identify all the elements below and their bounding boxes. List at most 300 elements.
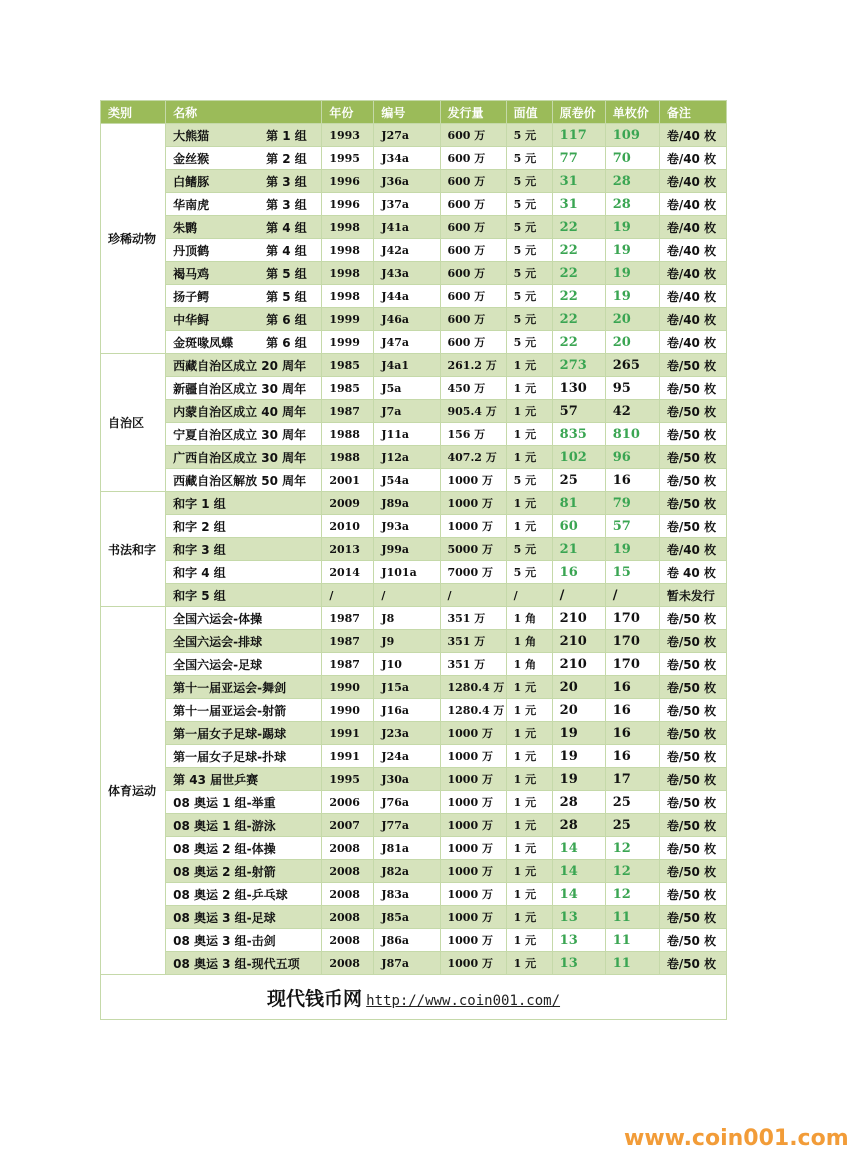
coin-name: 08 奥运 3 组-现代五项 (173, 956, 300, 971)
year-cell: 2009 (322, 492, 374, 515)
single-price-cell: 20 (605, 308, 659, 331)
roll-price-cell: 22 (552, 331, 605, 354)
coin-name: 08 奥运 2 组-体操 (173, 841, 276, 856)
coin-name-cell (166, 124, 322, 147)
table-row (101, 446, 727, 469)
header-row (101, 101, 727, 124)
issue-cell: 600 万 (440, 124, 506, 147)
header-single-price: 单枚价 (605, 101, 659, 124)
face-value-cell: 1 元 (506, 883, 552, 906)
year-cell: 1987 (322, 400, 374, 423)
single-price-cell: 16 (605, 699, 659, 722)
code-cell: J89a (374, 492, 440, 515)
single-price-cell: 25 (605, 814, 659, 837)
note-cell: 卷/50 枚 (659, 423, 726, 446)
roll-price-cell: 210 (552, 653, 605, 676)
issue-cell: 1280.4 万 (440, 699, 506, 722)
note-cell: 卷/50 枚 (659, 791, 726, 814)
coin-name: 白鳍豚 (173, 174, 210, 189)
face-value-cell: 1 角 (506, 607, 552, 630)
roll-price-cell: 117 (552, 124, 605, 147)
coin-name-cell (166, 883, 322, 906)
table-row (101, 193, 727, 216)
table-row (101, 929, 727, 952)
table-row (101, 837, 727, 860)
coin-name-cell (166, 561, 322, 584)
issue-cell: / (440, 584, 506, 607)
single-price-cell: 28 (605, 193, 659, 216)
face-value-cell: 1 元 (506, 906, 552, 929)
coin-name: 和字 5 组 (173, 588, 226, 603)
single-price-cell: 170 (605, 653, 659, 676)
roll-price-cell: 28 (552, 814, 605, 837)
code-cell: J27a (374, 124, 440, 147)
coin-name: 广西自治区成立 30 周年 (173, 450, 307, 465)
table-row (101, 676, 727, 699)
face-value-cell: 1 元 (506, 377, 552, 400)
coin-name-cell (166, 515, 322, 538)
face-value-cell: 1 元 (506, 354, 552, 377)
code-cell: J30a (374, 768, 440, 791)
single-price-cell: 12 (605, 883, 659, 906)
coin-name-cell (166, 929, 322, 952)
note-cell: 卷/40 枚 (659, 331, 726, 354)
code-cell: J7a (374, 400, 440, 423)
single-price-cell: 11 (605, 952, 659, 975)
coin-name: 金斑喙凤蝶 (173, 335, 234, 350)
category-cell: 自治区 (101, 354, 166, 492)
note-cell: 卷/50 枚 (659, 377, 726, 400)
single-price-cell: 70 (605, 147, 659, 170)
coin-name: 08 奥运 2 组-射箭 (173, 864, 276, 879)
coin-name-cell (166, 492, 322, 515)
single-price-cell: 28 (605, 170, 659, 193)
year-cell: / (322, 584, 374, 607)
coin-name: 大熊猫 (173, 128, 210, 143)
table-row (101, 423, 727, 446)
note-cell: 卷/50 枚 (659, 883, 726, 906)
coin-name: 丹顶鹤 (173, 243, 210, 258)
face-value-cell: / (506, 584, 552, 607)
roll-price-cell: 22 (552, 216, 605, 239)
note-cell: 卷/50 枚 (659, 469, 726, 492)
single-price-cell: 170 (605, 607, 659, 630)
note-cell: 卷/40 枚 (659, 124, 726, 147)
issue-cell: 407.2 万 (440, 446, 506, 469)
note-cell: 卷/40 枚 (659, 193, 726, 216)
roll-price-cell: 130 (552, 377, 605, 400)
coin-name-cell (166, 308, 322, 331)
note-cell: 卷 40 枚 (659, 561, 726, 584)
coin-name-cell (166, 423, 322, 446)
issue-cell: 600 万 (440, 216, 506, 239)
single-price-cell: 265 (605, 354, 659, 377)
face-value-cell: 1 元 (506, 446, 552, 469)
code-cell: J5a (374, 377, 440, 400)
issue-cell: 1000 万 (440, 492, 506, 515)
roll-price-cell: 28 (552, 791, 605, 814)
face-value-cell: 1 元 (506, 768, 552, 791)
coin-name-cell (166, 193, 322, 216)
table-row (101, 170, 727, 193)
year-cell: 1985 (322, 354, 374, 377)
note-cell: 卷/40 枚 (659, 147, 726, 170)
table-row (101, 216, 727, 239)
note-cell: 卷/50 枚 (659, 768, 726, 791)
issue-cell: 5000 万 (440, 538, 506, 561)
issue-cell: 600 万 (440, 193, 506, 216)
single-price-cell: 11 (605, 906, 659, 929)
code-cell: J44a (374, 285, 440, 308)
face-value-cell: 1 元 (506, 699, 552, 722)
year-cell: 1990 (322, 676, 374, 699)
coin-name-cell (166, 607, 322, 630)
coin-name-cell (166, 538, 322, 561)
note-cell: 卷/50 枚 (659, 814, 726, 837)
issue-cell: 600 万 (440, 262, 506, 285)
issue-cell: 1000 万 (440, 814, 506, 837)
coin-name-cell (166, 170, 322, 193)
coin-name-cell (166, 906, 322, 929)
code-cell: J54a (374, 469, 440, 492)
year-cell: 1985 (322, 377, 374, 400)
issue-cell: 600 万 (440, 285, 506, 308)
code-cell: J8 (374, 607, 440, 630)
single-price-cell: 20 (605, 331, 659, 354)
code-cell: J86a (374, 929, 440, 952)
year-cell: 1998 (322, 239, 374, 262)
code-cell: J24a (374, 745, 440, 768)
code-cell: J47a (374, 331, 440, 354)
roll-price-cell: 14 (552, 883, 605, 906)
coin-name: 宁夏自治区成立 30 周年 (173, 427, 307, 442)
table-row (101, 768, 727, 791)
roll-price-cell: 13 (552, 952, 605, 975)
table-row (101, 285, 727, 308)
code-cell: J87a (374, 952, 440, 975)
face-value-cell: 5 元 (506, 469, 552, 492)
coin-name: 褐马鸡 (173, 266, 210, 281)
year-cell: 1991 (322, 745, 374, 768)
single-price-cell: 12 (605, 837, 659, 860)
note-cell: 卷/40 枚 (659, 262, 726, 285)
code-cell: J83a (374, 883, 440, 906)
issue-cell: 600 万 (440, 308, 506, 331)
roll-price-cell: 25 (552, 469, 605, 492)
roll-price-cell: 22 (552, 239, 605, 262)
coin-name: 和字 3 组 (173, 542, 226, 557)
single-price-cell: 19 (605, 239, 659, 262)
table-row (101, 814, 727, 837)
code-cell: J101a (374, 561, 440, 584)
note-cell: 卷/40 枚 (659, 285, 726, 308)
face-value-cell: 1 元 (506, 860, 552, 883)
header-issue: 发行量 (440, 101, 506, 124)
coin-name: 和字 1 组 (173, 496, 226, 511)
code-cell: J82a (374, 860, 440, 883)
coin-group: 第 6 组 (266, 336, 307, 350)
roll-price-cell: 60 (552, 515, 605, 538)
note-cell: 卷/50 枚 (659, 492, 726, 515)
code-cell: J11a (374, 423, 440, 446)
code-cell: J93a (374, 515, 440, 538)
face-value-cell: 1 元 (506, 722, 552, 745)
note-cell: 卷/50 枚 (659, 354, 726, 377)
coin-group: 第 6 组 (266, 313, 307, 327)
issue-cell: 600 万 (440, 239, 506, 262)
code-cell: J9 (374, 630, 440, 653)
code-cell: J12a (374, 446, 440, 469)
face-value-cell: 5 元 (506, 124, 552, 147)
table-row (101, 883, 727, 906)
face-value-cell: 1 元 (506, 400, 552, 423)
issue-cell: 600 万 (440, 331, 506, 354)
coin-name: 08 奥运 2 组-乒乓球 (173, 887, 288, 902)
face-value-cell: 1 元 (506, 515, 552, 538)
issue-cell: 1000 万 (440, 722, 506, 745)
roll-price-cell: 13 (552, 929, 605, 952)
table-row (101, 860, 727, 883)
coin-name: 内蒙自治区成立 40 周年 (173, 404, 307, 419)
face-value-cell: 5 元 (506, 538, 552, 561)
category-cell: 珍稀动物 (101, 124, 166, 354)
single-price-cell: 96 (605, 446, 659, 469)
face-value-cell: 5 元 (506, 308, 552, 331)
table-row (101, 538, 727, 561)
face-value-cell: 5 元 (506, 239, 552, 262)
coin-name-cell (166, 400, 322, 423)
table-row (101, 262, 727, 285)
code-cell: J77a (374, 814, 440, 837)
code-cell: / (374, 584, 440, 607)
coin-name: 08 奥运 3 组-击剑 (173, 933, 276, 948)
code-cell: J15a (374, 676, 440, 699)
year-cell: 2008 (322, 883, 374, 906)
issue-cell: 1000 万 (440, 952, 506, 975)
face-value-cell: 1 元 (506, 423, 552, 446)
face-value-cell: 5 元 (506, 331, 552, 354)
note-cell: 卷/50 枚 (659, 446, 726, 469)
coin-name-cell (166, 676, 322, 699)
table-row (101, 653, 727, 676)
face-value-cell: 5 元 (506, 285, 552, 308)
site-title: 现代钱币网 (266, 987, 362, 1010)
coin-name-cell (166, 377, 322, 400)
coin-name: 和字 4 组 (173, 565, 226, 580)
year-cell: 1990 (322, 699, 374, 722)
face-value-cell: 1 角 (506, 630, 552, 653)
code-cell: J4a1 (374, 354, 440, 377)
category-cell: 书法和字 (101, 492, 166, 607)
coin-name-cell (166, 768, 322, 791)
note-cell: 卷/50 枚 (659, 952, 726, 975)
face-value-cell: 1 元 (506, 492, 552, 515)
note-cell: 卷/40 枚 (659, 538, 726, 561)
year-cell: 2013 (322, 538, 374, 561)
issue-cell: 1000 万 (440, 906, 506, 929)
single-price-cell: 95 (605, 377, 659, 400)
year-cell: 2006 (322, 791, 374, 814)
coin-name: 华南虎 (173, 197, 210, 212)
roll-price-cell: 81 (552, 492, 605, 515)
table-row (101, 239, 727, 262)
year-cell: 1988 (322, 446, 374, 469)
issue-cell: 1000 万 (440, 515, 506, 538)
note-cell: 卷/50 枚 (659, 745, 726, 768)
note-cell: 卷/50 枚 (659, 607, 726, 630)
table-row (101, 906, 727, 929)
table-row (101, 377, 727, 400)
year-cell: 1993 (322, 124, 374, 147)
single-price-cell: 42 (605, 400, 659, 423)
roll-price-cell: 13 (552, 906, 605, 929)
code-cell: J37a (374, 193, 440, 216)
coin-name-cell (166, 860, 322, 883)
year-cell: 1995 (322, 147, 374, 170)
coin-name-cell (166, 285, 322, 308)
year-cell: 2010 (322, 515, 374, 538)
coin-name: 第十一届亚运会-舞剑 (173, 680, 287, 695)
roll-price-cell: 19 (552, 745, 605, 768)
roll-price-cell: 22 (552, 285, 605, 308)
note-cell: 卷/50 枚 (659, 860, 726, 883)
roll-price-cell: 22 (552, 308, 605, 331)
single-price-cell: 16 (605, 745, 659, 768)
watermark-text: www.coin001.com (624, 1126, 849, 1151)
single-price-cell: 109 (605, 124, 659, 147)
year-cell: 2001 (322, 469, 374, 492)
year-cell: 1987 (322, 630, 374, 653)
single-price-cell: 170 (605, 630, 659, 653)
year-cell: 1996 (322, 193, 374, 216)
footer-cell (101, 975, 727, 1020)
issue-cell: 1000 万 (440, 791, 506, 814)
roll-price-cell: 14 (552, 860, 605, 883)
header-roll-price: 原卷价 (552, 101, 605, 124)
single-price-cell: 16 (605, 722, 659, 745)
single-price-cell: 15 (605, 561, 659, 584)
category-cell: 体育运动 (101, 607, 166, 975)
roll-price-cell: 210 (552, 607, 605, 630)
single-price-cell: 810 (605, 423, 659, 446)
table-row (101, 607, 727, 630)
table-row (101, 469, 727, 492)
header-face-value: 面值 (506, 101, 552, 124)
note-cell: 卷/50 枚 (659, 929, 726, 952)
coin-group: 第 4 组 (266, 244, 307, 258)
coin-name: 第十一届亚运会-射箭 (173, 703, 287, 718)
coin-name: 全国六运会-排球 (173, 634, 263, 649)
coin-group: 第 2 组 (266, 152, 307, 166)
coin-group: 第 3 组 (266, 198, 307, 212)
coin-name-cell (166, 147, 322, 170)
year-cell: 2008 (322, 860, 374, 883)
header-year: 年份 (322, 101, 374, 124)
issue-cell: 1000 万 (440, 860, 506, 883)
coin-group: 第 5 组 (266, 267, 307, 281)
year-cell: 1996 (322, 170, 374, 193)
coin-name: 西藏自治区成立 20 周年 (173, 358, 307, 373)
header-code: 编号 (374, 101, 440, 124)
roll-price-cell: 77 (552, 147, 605, 170)
note-cell: 卷/50 枚 (659, 906, 726, 929)
table-row (101, 699, 727, 722)
coin-group: 第 1 组 (266, 129, 307, 143)
face-value-cell: 5 元 (506, 193, 552, 216)
coin-name-cell (166, 630, 322, 653)
year-cell: 2008 (322, 837, 374, 860)
code-cell: J99a (374, 538, 440, 561)
coin-name: 朱鹮 (173, 220, 198, 235)
coin-name: 新疆自治区成立 30 周年 (173, 381, 307, 396)
roll-price-cell: 21 (552, 538, 605, 561)
note-cell: 卷/50 枚 (659, 515, 726, 538)
roll-price-cell: 31 (552, 170, 605, 193)
issue-cell: 1000 万 (440, 929, 506, 952)
issue-cell: 7000 万 (440, 561, 506, 584)
coin-name: 中华鲟 (173, 312, 210, 327)
face-value-cell: 1 元 (506, 676, 552, 699)
coin-group: 第 5 组 (266, 290, 307, 304)
code-cell: J42a (374, 239, 440, 262)
coin-name-cell (166, 791, 322, 814)
coin-name-cell (166, 216, 322, 239)
single-price-cell: 17 (605, 768, 659, 791)
single-price-cell: 25 (605, 791, 659, 814)
code-cell: J36a (374, 170, 440, 193)
coin-name: 第一届女子足球-踢球 (173, 726, 287, 741)
single-price-cell: 19 (605, 285, 659, 308)
face-value-cell: 5 元 (506, 561, 552, 584)
note-cell: 卷/50 枚 (659, 722, 726, 745)
single-price-cell: 11 (605, 929, 659, 952)
note-cell: 卷/50 枚 (659, 653, 726, 676)
code-cell: J10 (374, 653, 440, 676)
table-row (101, 722, 727, 745)
table-row (101, 630, 727, 653)
roll-price-cell: / (552, 584, 605, 607)
coin-name: 第 43 届世乒赛 (173, 772, 259, 787)
issue-cell: 351 万 (440, 653, 506, 676)
coin-name-cell (166, 722, 322, 745)
coin-name-cell (166, 814, 322, 837)
table-row (101, 791, 727, 814)
code-cell: J16a (374, 699, 440, 722)
face-value-cell: 1 元 (506, 814, 552, 837)
table-row (101, 952, 727, 975)
table-row (101, 515, 727, 538)
coin-name-cell (166, 354, 322, 377)
face-value-cell: 5 元 (506, 147, 552, 170)
roll-price-cell: 57 (552, 400, 605, 423)
year-cell: 1987 (322, 653, 374, 676)
note-cell: 卷/50 枚 (659, 676, 726, 699)
note-cell: 卷/40 枚 (659, 239, 726, 262)
coin-name-cell (166, 262, 322, 285)
table-body (101, 124, 727, 975)
single-price-cell: 12 (605, 860, 659, 883)
code-cell: J76a (374, 791, 440, 814)
site-link[interactable]: http://www.coin001.com/ (366, 992, 561, 1009)
roll-price-cell: 16 (552, 561, 605, 584)
year-cell: 2008 (322, 906, 374, 929)
coin-name-cell (166, 446, 322, 469)
code-cell: J34a (374, 147, 440, 170)
note-cell: 暂未发行 (659, 584, 726, 607)
roll-price-cell: 273 (552, 354, 605, 377)
issue-cell: 450 万 (440, 377, 506, 400)
year-cell: 1988 (322, 423, 374, 446)
